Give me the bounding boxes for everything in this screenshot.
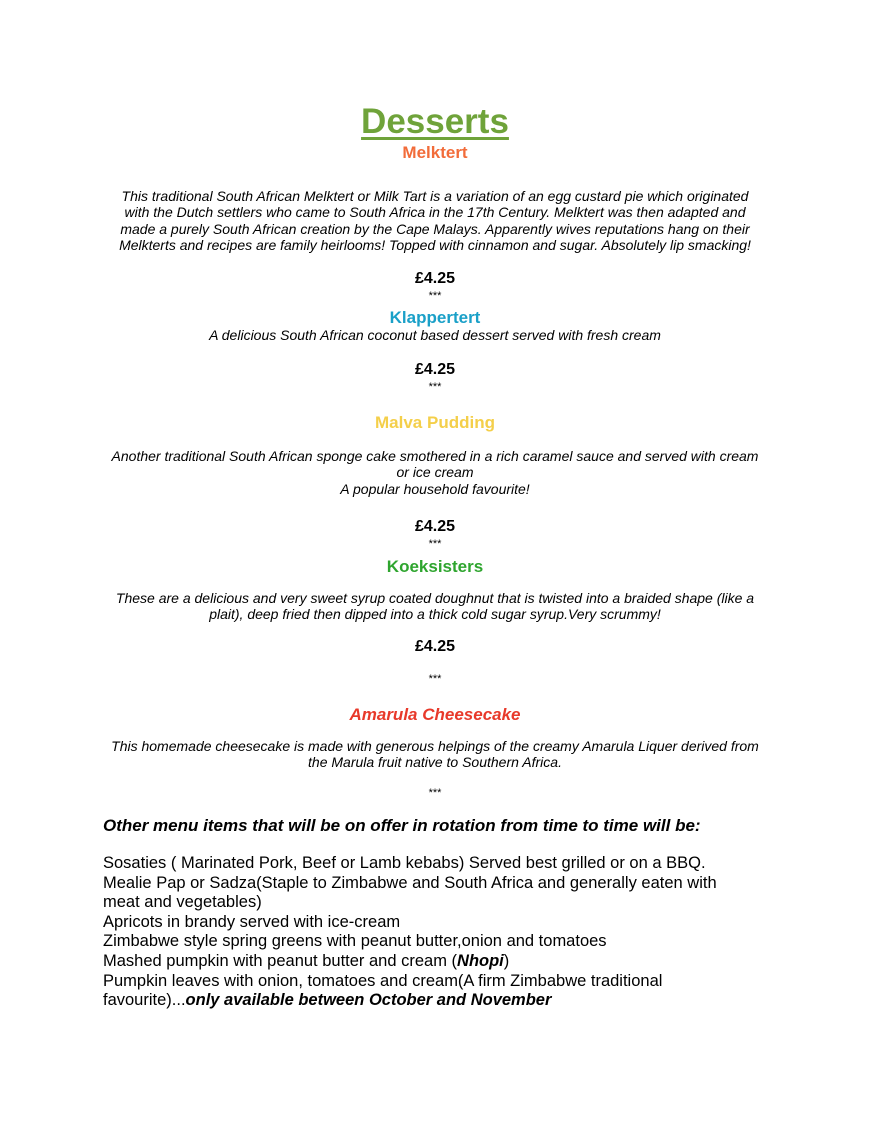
item-name-melktert: Melktert xyxy=(402,143,468,162)
separator-stars: *** xyxy=(428,673,442,685)
list-item: Mealie Pap or Sadza(Staple to Zimbabwe and South Africa and generally eaten with xyxy=(103,873,717,892)
desc-line: the Marula fruit native to Southern Africa. xyxy=(308,754,562,771)
item-price-malva-pudding: £4.25 xyxy=(414,518,456,535)
item-desc-malva-pudding xyxy=(95,448,775,497)
separator-stars: *** xyxy=(428,538,442,550)
list-item xyxy=(103,991,763,1011)
desc-line: A popular household favourite! xyxy=(340,480,530,497)
list-item xyxy=(103,952,763,972)
other-items-list xyxy=(103,854,763,1011)
item-price-melktert: £4.25 xyxy=(414,270,456,287)
list-item: meat and vegetables) xyxy=(103,893,262,912)
item-desc-klappertert xyxy=(100,327,770,343)
desc-line: A delicious South African coconut based dessert served with fresh cream xyxy=(209,327,661,343)
item-price-koeksisters: £4.25 xyxy=(414,638,456,655)
list-item: Apricots in brandy served with ice-cream xyxy=(103,912,401,931)
item-desc-amarula-cheesecake xyxy=(95,738,775,771)
separator-stars: *** xyxy=(428,290,442,302)
other-items-heading: Other menu items that will be on offer in rotation from time to time will be: xyxy=(103,816,701,835)
item-desc-melktert xyxy=(95,188,775,253)
list-item-text: Mashed pumpkin with peanut butter and cream ( xyxy=(103,951,458,970)
list-item-emphasis: Nhopi xyxy=(457,951,504,970)
item-name-malva-pudding: Malva Pudding xyxy=(375,413,495,432)
list-item-text: ) xyxy=(503,951,510,970)
list-item: Zimbabwe style spring greens with peanut butter,onion and tomatoes xyxy=(103,932,607,951)
desc-line: This traditional South African Melktert or Milk Tart is a variation of an egg custard pie which originated xyxy=(121,188,749,204)
desc-line: This homemade cheesecake is made with generous helpings of the creamy Amarula Liquer derived from xyxy=(111,738,759,754)
desc-line: plait), deep fried then dipped into a thick cold sugar syrup.Very scrummy! xyxy=(209,606,661,623)
item-price-klappertert: £4.25 xyxy=(414,361,456,378)
separator-stars: *** xyxy=(428,787,442,799)
desc-line: Another traditional South African sponge cake smothered in a rich caramel sauce and served with cream xyxy=(111,448,759,464)
item-name-koeksisters: Koeksisters xyxy=(386,557,484,576)
list-item-emphasis: only available between October and November xyxy=(185,991,552,1010)
item-name-amarula-cheesecake: Amarula Cheesecake xyxy=(349,705,521,724)
desc-line: These are a delicious and very sweet syrup coated doughnut that is twisted into a braided shape (like a xyxy=(115,590,755,606)
list-item: Pumpkin leaves with onion, tomatoes and cream(A firm Zimbabwe traditional xyxy=(103,971,663,990)
list-item-text: favourite)... xyxy=(103,991,186,1010)
list-item: Sosaties ( Marinated Pork, Beef or Lamb kebabs) Served best grilled or on a BBQ. xyxy=(103,854,706,872)
separator-stars: *** xyxy=(428,381,442,393)
item-name-klappertert: Klappertert xyxy=(389,308,481,327)
page-title: Desserts xyxy=(361,102,509,141)
desc-line: made a purely South African creation by the Cape Malays. Apparently wives reputations hang on their xyxy=(120,220,750,237)
desc-line: or ice cream xyxy=(396,464,474,481)
desc-line: with the Dutch settlers who came to South Africa in the 17th Century. Melktert was then adapted and xyxy=(124,204,746,221)
desc-line: Melkterts and recipes are family heirlooms! Topped with cinnamon and sugar. Absolutely lip smacking! xyxy=(119,236,751,253)
item-desc-koeksisters xyxy=(95,590,775,623)
